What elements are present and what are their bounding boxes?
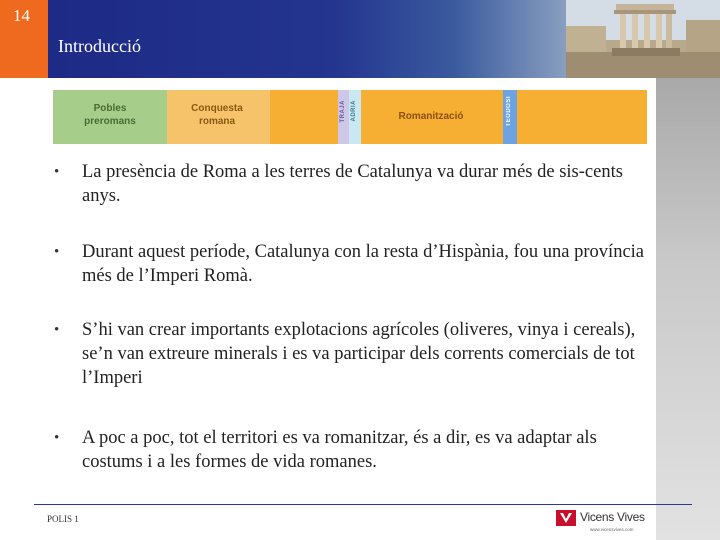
slide-title: Introducció bbox=[58, 36, 141, 56]
bullet-text: Durant aquest període, Catalunya con la resta d’Hispània, fou una província més de l’Imperi Romà. bbox=[82, 242, 645, 286]
bullet-dot-icon: • bbox=[54, 322, 60, 338]
timeline-label-traja: TRAJÀ bbox=[340, 100, 346, 123]
timeline-bar bbox=[53, 90, 647, 144]
bullet-text: A poc a poc, tot el territori es va romanitzar, és a dir, es va adaptar als costums i a les formes de vida romanes. bbox=[82, 428, 597, 472]
bullet-dot-icon: • bbox=[54, 244, 60, 260]
timeline-segment-adria bbox=[349, 90, 361, 144]
bullet-text: La presència de Roma a les terres de Catalunya va durar més de sis-cents anys. bbox=[82, 162, 623, 206]
timeline-label-teodosi: TEODOSI bbox=[506, 96, 512, 127]
footer-divider bbox=[34, 504, 692, 505]
slide-number-box bbox=[0, 0, 48, 78]
timeline-segment-traja bbox=[338, 90, 349, 144]
logo-name: Vicens Vives bbox=[580, 510, 645, 524]
slide-number: 14 bbox=[13, 6, 30, 25]
timeline-label-romanitzacio: Romanització bbox=[398, 111, 464, 122]
timeline-label-adria: ADRIÀ bbox=[351, 100, 357, 122]
logo-mark-icon bbox=[556, 510, 576, 526]
slide-header bbox=[0, 0, 720, 78]
timeline-segment-tail bbox=[517, 90, 647, 144]
vicens-vives-logo bbox=[556, 508, 650, 538]
timeline-segment-teodosi bbox=[503, 90, 517, 144]
footer-label: POLIS 1 bbox=[47, 514, 79, 524]
acropolis-photo bbox=[566, 0, 720, 78]
logo-v-icon bbox=[556, 510, 576, 526]
bullet-dot-icon: • bbox=[54, 430, 60, 446]
bullet-text: S’hi van crear importants explotacions agrícoles (oliveres, vinya i cereals), se’n van extreure minerals i es va participar dels corrents comercials de tot l’Imperi bbox=[82, 320, 636, 388]
timeline-segment-filler bbox=[270, 90, 338, 144]
timeline-segment-preromans bbox=[53, 90, 167, 144]
timeline-segment-romanitzacio bbox=[361, 90, 503, 144]
timeline-segment-conquesta bbox=[167, 90, 270, 144]
bullet-dot-icon: • bbox=[54, 164, 60, 180]
timeline-label-preromans: Pobles preromans bbox=[84, 103, 136, 127]
acropolis-photo-drawing bbox=[566, 0, 720, 78]
right-gradient-strip bbox=[656, 78, 720, 540]
timeline-label-conquesta: Conquesta romana bbox=[191, 103, 243, 127]
logo-url: www.vicensvives.com bbox=[590, 527, 634, 532]
